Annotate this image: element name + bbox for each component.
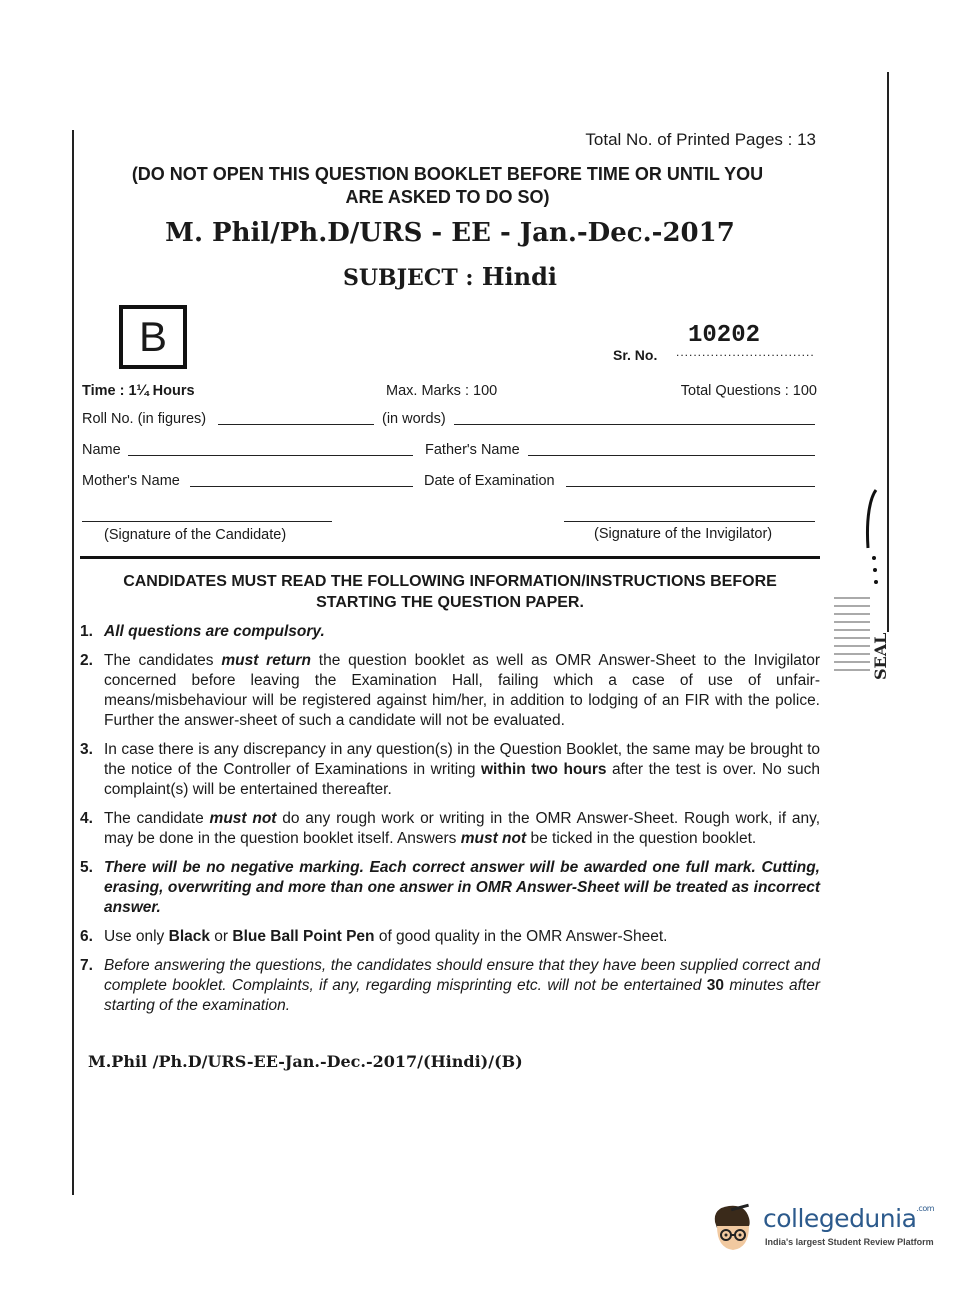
emphasis-run: must not <box>209 810 277 827</box>
emphasis-run: Blue Ball Point Pen <box>232 928 375 945</box>
instruction-item <box>80 927 820 947</box>
do-not-open-warning <box>80 163 815 209</box>
instruction-number: 6. <box>80 928 93 945</box>
instruction-number: 3. <box>80 741 93 758</box>
warning-line-2: ARE ASKED TO DO SO) <box>345 187 550 207</box>
fathers-name-field[interactable] <box>528 455 815 456</box>
logo-wordmark <box>763 1204 934 1233</box>
instructions-heading <box>80 571 820 613</box>
instruction-number: 1. <box>80 623 93 640</box>
emphasis-run: Black <box>168 928 210 945</box>
logo-tagline: India's largest Student Review Platform <box>765 1237 934 1247</box>
seal-border-mark <box>858 488 878 588</box>
logo-suffix: .com <box>916 1204 935 1213</box>
exam-title: M. Phil/Ph.D/URS - EE - Jan.-Dec.-2017 <box>165 218 735 248</box>
roll-no-words-field[interactable] <box>454 424 815 425</box>
printed-pages-count: Total No. of Printed Pages : 13 <box>585 130 816 149</box>
subject-line <box>100 262 800 291</box>
instruction-item <box>80 622 820 642</box>
candidate-signature-label: (Signature of the Candidate) <box>104 527 287 543</box>
exam-duration: Time : 1¼ Hours <box>82 383 195 399</box>
instructions-list <box>80 622 820 1025</box>
text-run: minutes after starting of the examination. <box>104 977 820 1014</box>
booklet-series-box: B <box>119 305 187 369</box>
instruction-item <box>80 740 820 800</box>
text-run: In case there is any discrepancy in any question(s) in the Question Booklet, the same may be brought to the notice of the Controller of Examinations in writing <box>104 741 820 778</box>
serial-number: 10202 <box>688 322 761 349</box>
name-field[interactable] <box>128 455 413 456</box>
instruction-text <box>104 956 820 1016</box>
text-run: or <box>210 928 233 945</box>
serial-number-dots: ................................ <box>676 345 815 359</box>
subject-value: Hindi <box>481 262 557 291</box>
text-run: Use only <box>104 928 169 945</box>
paper-code-footer: M.Phil /Ph.D/URS-EE-Jan.-Dec.-2017/(Hindi)/(B) <box>88 1052 523 1071</box>
left-margin-line <box>72 130 74 1195</box>
text-run: The candidate <box>104 810 210 827</box>
section-divider <box>80 556 820 559</box>
text-run: be ticked in the question booklet. <box>526 830 757 847</box>
text-run: after the test is over. No such complaint(s) will be entertained thereafter. <box>104 761 820 798</box>
text-run: the question booklet as well as OMR Answer-Sheet to the Invigilator concerned before leaving the Examination Hall, failing which a case of use of unfair-means/misbehaviour will be registered against him/her, in addition to lodging of an FIR with the police. Further the answer-sheet of such a candidate will not be evaluated. <box>104 652 821 729</box>
instruction-text <box>104 809 820 849</box>
stamp-curve-icon <box>858 488 878 588</box>
text-run: of good quality in the OMR Answer-Sheet. <box>374 928 668 945</box>
roll-no-figures-label: Roll No. (in figures) <box>82 411 207 427</box>
exam-date-field[interactable] <box>566 486 815 487</box>
seal-stamp-icon <box>834 590 894 700</box>
seal-stamp <box>834 590 894 700</box>
instruction-text <box>104 740 820 800</box>
instruction-text: All questions are compulsory. <box>104 623 325 640</box>
instruction-number: 2. <box>80 652 93 669</box>
instruction-item <box>80 651 820 731</box>
instruction-number: 7. <box>80 957 93 974</box>
max-marks: Max. Marks : 100 <box>386 383 498 399</box>
emphasis-run: must not <box>460 830 527 847</box>
instruction-item <box>80 956 820 1016</box>
exam-date-label: Date of Examination <box>424 473 555 489</box>
roll-no-words-label: (in words) <box>382 411 446 427</box>
subject-label: SUBJECT : <box>342 265 474 291</box>
mothers-name-label: Mother's Name <box>82 473 180 489</box>
instruction-number: 5. <box>80 859 93 876</box>
fathers-name-label: Father's Name <box>425 442 520 458</box>
instructions-heading-line-1: CANDIDATES MUST READ THE FOLLOWING INFORMATION/INSTRUCTIONS BEFORE <box>123 573 777 590</box>
collegedunia-logo <box>705 1200 935 1260</box>
seal-label: SEAL <box>871 632 890 680</box>
emphasis-run: 30 <box>706 977 724 994</box>
emphasis-run: must return <box>221 652 311 669</box>
invigilator-signature-label: (Signature of the Invigilator) <box>594 526 773 542</box>
total-questions: Total Questions : 100 <box>680 383 817 399</box>
serial-number-label: Sr. No. <box>613 347 658 363</box>
roll-no-figures-field[interactable] <box>218 424 374 425</box>
text-run: do any rough work or writing in the OMR Answer-Sheet. Rough work, if any, may be done in the question booklet itself. Answers <box>104 810 821 847</box>
right-margin-line <box>887 72 889 632</box>
name-label: Name <box>82 442 121 458</box>
instruction-text: There will be no negative marking. Each correct answer will be awarded one full mark. Cutting, erasing, overwriting and more than one answer in OMR Answer-Sheet will be treated as incorrect answer. <box>104 859 820 916</box>
logo-name-text: collegedunia <box>763 1204 917 1233</box>
text-run: Before answering the questions, the candidates should ensure that they have been supplied correct and complete booklet. Complaints, if any, regarding misprinting etc. will not be entertained <box>104 957 820 994</box>
instructions-heading-line-2: STARTING THE QUESTION PAPER. <box>316 594 584 611</box>
candidate-signature-field[interactable] <box>82 521 332 522</box>
text-run: The candidates <box>104 652 222 669</box>
instruction-item <box>80 858 820 918</box>
mascot-icon <box>705 1200 761 1256</box>
instruction-number: 4. <box>80 810 93 827</box>
instruction-item <box>80 809 820 849</box>
emphasis-run: within two hours <box>481 761 607 778</box>
instruction-text <box>104 651 820 731</box>
invigilator-signature-field[interactable] <box>564 521 815 522</box>
instruction-text <box>104 927 820 947</box>
mothers-name-field[interactable] <box>190 486 413 487</box>
warning-line-1: (DO NOT OPEN THIS QUESTION BOOKLET BEFORE TIME OR UNTIL YOU <box>131 164 764 184</box>
